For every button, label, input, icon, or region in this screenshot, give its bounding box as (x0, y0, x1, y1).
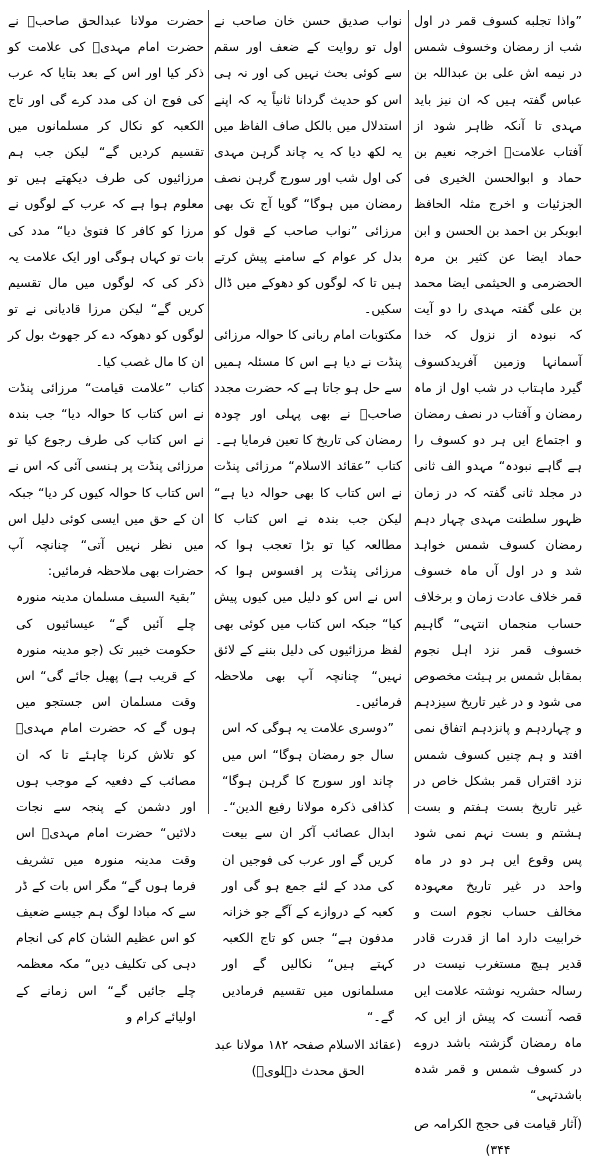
paragraph (8, 375, 204, 585)
citation: (عقائد الاسلام صفحہ ۱۸۲ مولانا عبد الحق محدث دہلویؒ) (214, 1036, 402, 1079)
section-heading: کتاب ”علامت قیامت“ (84, 379, 204, 395)
block-quote: ”بقیۃ السیف مسلمان مدینہ منورہ چلے آئیں گے“ عیسائیوں کی حکومت خیبر تک (جو مدینہ منورہ کے قریب ہے) پھیل جائے گی“ اس وقت مسلمان اس جستجو میں ہوں گے کہ حضرت امام مہدیؑ کو تلاش کرنا چاہئے تا کہ ان مصائب کے دفعیہ کے موجب ہوں اور دشمن کے پنجہ سے نجات دلائیں“ حضرت امام مہدیؑ اس وقت مدینہ منورہ میں تشریف فرما ہوں گے“ مگر اس بات کے ڈر سے کہ مبادا لوگ ہم جیسے ضعیف کو اس عظیم الشان کام کی انجام دہی کی تکلیف دیں“ مکہ معظمہ چلے جائیں گے“ اس زمانے کے اولیائے کرام و (16, 589, 196, 1024)
column-divider (408, 10, 409, 814)
text-column-right (413, 8, 582, 1157)
citation: (آثار قیامت فی حجج الکرامہ ص ۳۴۴) (413, 1115, 582, 1157)
paragraph-text: مرزائی پنڈت نے اس کتاب کا حوالہ دیا“ جب بندہ نے اس کتاب کی طرف رجوع کیا تو مرزائی پنڈت پر ہنسی آئی کہ اس نے اس کتاب کا حوالہ کیوں کر دیا“ جبکہ ان کے حق میں ایسی کوئی دلیل اس میں نظر نہیں آتی“ چنانچہ آپ حضرات بھی ملاحظہ فرمائیں: (8, 379, 204, 579)
paragraph: ”واذا تجلبه کسوف قمر در اول شب از رمضان وخسوف شمس در نیمه اش علی بن عبداللہ بن عباس گفتہ ہیں کہ ان نیز باید مہدی تا آنکہ ظاہر شود از آفتاب علامتؒ اخرجہ نعیم بن حماد و ابوالحسن الخیری فی الجزئیات و اخرج مثلہ الحافظ ابوبکر بن احمد بن الحسن و ابن حماد ایضا عن کثیر بن مرہ الحضرمی و الحیثمی ایضا محمد بن علی گفتہ مہدی را دو آیت کہ نبودہ از نزول کہ خدا آسمانہا وزمین آفریدکسوف گیرد ماہتاب در شب اول از ماہ رمضان و آفتاب در نصف رمضان و اجتماع ایں ہر دو کسوف را ہے گاہے نبودہ“ مہدو الف ثانی در مجلد ثانی گفتہ کہ در زمان ظہور سلطنت مہدی چہار دہم رمضان کسوف شمس خواہد شد و در اول آں ماہ خسوف قمر خلاف عادت زمان و برخلاف حساب منجماں انتہی“ گاہیم خسوف قمر نزد اہل نجوم بمقابل شمس بر ہیئت مخصوص می شود و در غیر تاریخ سیزدہم و چہاردہم و پانزدہم اتفاق نمی افتد و ہم چنیں کسوف شمس نزد اقتراں قمر بشکل خاص در غیر تاریخ بست ہفتم و بست ہشتم و بست نہم نمی شود پس وقوع ایں ہر دو در ماہ واحد در غیر تاریخ معہودہ مخالف حساب نجوم است و خرابیت دارد اما از قدرت قادر قدیر ہیچ مستغرب نیست در رسالہ حشریہ نوشتہ علامت ایں قصہ آنست کہ پیش از ایں کہ ماہ رمضان گزشتہ باشد دروے در کسوف شمس و قمر شدہ باشدتہی“ (413, 13, 582, 1103)
paragraph (214, 453, 402, 715)
text-column-left (8, 8, 204, 1024)
paragraph: حضرت مولانا عبدالحق صاحبؒ نے حضرت امام مہدیؑ کی علامت کو ذکر کیا اور اس کے بعد بتایا کہ عرب کی فوج ان کی مدد کرے گی اور تاج الکعبہ کو نکال کر مسلمانوں میں تقسیم کردیں گے“ لیکن جب ہم مرزائیوں کی طرف دیکھتے ہیں تو معلوم ہوا ہے کہ عرب کے لوگوں نے مرزا کو کافر کا فتویٰ دیا“ مدد کی بات تو کہاں ہوگی اور ایک علامت یہ ذکر کی کہ لوگوں میں مال تقسیم کریں گے“ لیکن مرزا قادیانی نے تو لوگوں کو دھوکہ دے کر جھوٹ بول کر ان کا مال غصب کیا۔ (8, 13, 204, 369)
paragraph: مکتوبات امام ربانی کا حوالہ مرزائی پنڈت نے دیا ہے اس کا مسئلہ ہمیں سے حل ہو جاتا ہے کہ حضرت مجدد صاحبؒ نے بھی پہلی اور چودہ رمضان کی تاریخ کا تعین فرمایا ہے۔ (214, 327, 402, 448)
text-column-middle (214, 8, 402, 1079)
paragraph: نواب صدیق حسن خان صاحب نے اول تو روایت کے ضعف اور سقم سے کوئی بحث نہیں کی اور نہ ہی اس کو حدیث گردانا ثانیاً یہ کہ اپنے استدلال میں بالکل صاف الفاظ میں یہ لکھ دیا کہ یہ چاند گرہن مہدی کی اول شب اور سورج گرہن نصف رمضان میں ہوگا“ گویا آج تک بھی مرزائی ”نواب صاحب کے قول کو بدل کر عوام کے سامنے پیش کرتے ہیں تا کہ لوگوں کو دھوکے میں ڈال سکیں۔ (214, 13, 402, 317)
section-heading: کتاب ”عقائد الاسلام“ (288, 458, 402, 474)
column-divider (208, 10, 209, 814)
paragraph-text: مرزائی پنڈت نے اس کتاب کا بھی حوالہ دیا ہے“ لیکن جب بندہ نے اس کتاب کا مطالعہ کیا تو بڑا تعجب ہوا کہ مرزائی پنڈت پر افسوس ہوا کہ اس نے اس کو دلیل میں کیوں پیش کیا“ جبکہ اس کتاب میں کوئی بھی لفظ مرزائیوں کی دلیل بننے کے لائق نہیں“ چنانچہ آپ بھی ملاحظہ فرمائیں۔ (214, 458, 402, 710)
block-quote: ”دوسری علامت یہ ہوگی کہ اس سال جو رمضان ہوگا“ اس میں چاند اور سورج کا گرہن ہوگا“ کذافی ذکرہ مولانا رفیع الدین“۔ ابدال عصائب آکر ان سے بیعت کریں گے اور عرب کی فوجیں ان کی مدد کے لئے جمع ہو گی اور کعبہ کے دروازے کے آگے جو خزانہ مدفون ہے“ جس کو تاج الکعبہ کہتے ہیں“ نکالیں گے اور مسلمانوں میں تقسیم فرمادیں گے۔“ (222, 720, 394, 1024)
